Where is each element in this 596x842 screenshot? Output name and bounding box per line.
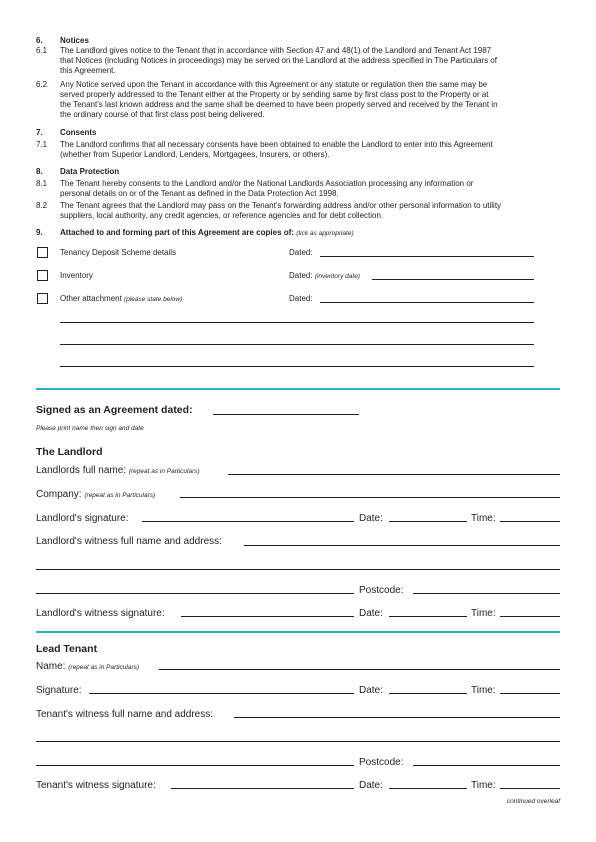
tenant-signature-label: Signature: [36, 685, 82, 696]
section-7-title: Consents [60, 128, 97, 137]
dated-label: Dated: (inventory date) [289, 271, 360, 280]
signed-agreement-title: Signed as an Agreement dated: [36, 404, 193, 416]
time-label: Time: [471, 608, 496, 619]
tenancy-deposit-checkbox[interactable] [37, 247, 48, 258]
clause-number: 6.1 [36, 46, 48, 55]
tenant-witness-postcode-field[interactable] [413, 765, 560, 766]
tenancy-deposit-date-field[interactable] [320, 256, 534, 257]
continued-overleaf: continued overleaf [506, 798, 560, 805]
dated-label: Dated: [289, 294, 313, 303]
time-label: Time: [471, 780, 496, 791]
other-attachment-date-field[interactable] [320, 302, 534, 303]
section-6-number: 6. [36, 36, 43, 45]
clause-7-1-text: The Landlord confirms that all necessary consents have been obtained to enable the Landlord to enter into this Agreement (whether from Superior Landlord, Lenders, Mortgagees, Insurers, or others). [60, 140, 493, 159]
landlord-witness-address-line-2[interactable] [36, 593, 354, 594]
date-label: Date: [359, 685, 383, 696]
clause-8-2-text: The Tenant agrees that the Landlord may pass on the Tenant's forwarding address and/or other personal information to utility suppliers, local authority, any credit agencies, or reference agencies and for debt collection. [60, 201, 502, 220]
other-attachment-line-1[interactable] [60, 322, 534, 323]
tenant-witness-address-line-2[interactable] [36, 765, 354, 766]
clause-8-1-text: The Tenant hereby consents to the Landlord and/or the National Landlords Association processing any information or personal details on or of the Tenant as defined in the Data Protection Act 1998. [60, 179, 474, 198]
tenant-name-label: Name: (repeat as in Particulars) [36, 661, 140, 672]
landlord-witness-name-label: Landlord's witness full name and address: [36, 536, 222, 547]
other-attachment-label: Other attachment (please state below) [60, 294, 183, 303]
section-8-number: 8. [36, 167, 43, 176]
clause-number: 8.2 [36, 201, 48, 210]
clause-number: 8.1 [36, 179, 48, 188]
dated-label: Dated: [289, 248, 313, 257]
tenant-witness-signature-field[interactable] [171, 788, 354, 789]
tenant-witness-time-field[interactable] [500, 788, 560, 789]
section-6-title: Notices [60, 36, 89, 45]
section-7-number: 7. [36, 128, 43, 137]
tenant-witness-name-label: Tenant's witness full name and address: [36, 709, 214, 720]
landlord-date-field[interactable] [389, 521, 467, 522]
postcode-label: Postcode: [359, 757, 404, 768]
company-field[interactable] [180, 497, 560, 498]
tenant-witness-address-line[interactable] [36, 741, 560, 742]
company-label: Company: (repeat as in Particulars) [36, 489, 156, 500]
date-label: Date: [359, 780, 383, 791]
agreement-date-field[interactable] [213, 414, 359, 415]
postcode-label: Postcode: [359, 585, 404, 596]
landlord-witness-date-field[interactable] [389, 616, 467, 617]
time-label: Time: [471, 685, 496, 696]
other-attachment-checkbox[interactable] [37, 293, 48, 304]
landlord-heading: The Landlord [36, 446, 103, 458]
landlord-witness-time-field[interactable] [500, 616, 560, 617]
inventory-date-field[interactable] [372, 279, 534, 280]
tenant-time-field[interactable] [500, 693, 560, 694]
time-label: Time: [471, 513, 496, 524]
print-instruction: Please print name then sign and date [36, 425, 144, 432]
tenant-date-field[interactable] [389, 693, 467, 694]
other-attachment-line-3[interactable] [60, 366, 534, 367]
tenant-witness-date-field[interactable] [389, 788, 467, 789]
date-label: Date: [359, 513, 383, 524]
lead-tenant-heading: Lead Tenant [36, 643, 98, 655]
section-8-title: Data Protection [60, 167, 120, 176]
tenant-witness-signature-label: Tenant's witness signature: [36, 780, 156, 791]
landlord-witness-signature-field[interactable] [181, 616, 354, 617]
landlord-witness-signature-label: Landlord's witness signature: [36, 608, 165, 619]
date-label: Date: [359, 608, 383, 619]
tenant-witness-name-field[interactable] [234, 717, 560, 718]
accent-divider [36, 388, 560, 390]
other-attachment-line-2[interactable] [60, 344, 534, 345]
landlord-signature-field[interactable] [142, 521, 354, 522]
clause-6-2-text: Any Notice served upon the Tenant in accordance with this Agreement or any statute or regulation then the same may be served properly addressed to the Tenant either at the Property or by sending same by first class post to the Property or at the Tenant's last known address and the same shall be deemed to have been properly served and received by the Tenant in the ordinary course of that first class post being delivered. [60, 80, 498, 119]
clause-number: 6.2 [36, 80, 48, 89]
tenant-name-field[interactable] [159, 669, 560, 670]
landlord-witness-address-line[interactable] [36, 569, 560, 570]
landlord-time-field[interactable] [500, 521, 560, 522]
tenancy-deposit-label: Tenancy Deposit Scheme details [60, 248, 177, 257]
section-9-number: 9. [36, 228, 43, 237]
landlord-full-name-field[interactable] [228, 474, 560, 475]
landlord-signature-label: Landlord's signature: [36, 513, 129, 524]
inventory-checkbox[interactable] [37, 270, 48, 281]
landlord-witness-name-field[interactable] [244, 545, 560, 546]
accent-divider [36, 631, 560, 633]
clause-6-1-text: The Landlord gives notice to the Tenant that in accordance with Section 47 and 48(1) of the Landlord and Tenant Act 1987 that Notices (including Notices in proceedings) may be served on the Landlord at the address specified in The Particulars of this Agreement. [60, 46, 497, 75]
tenant-signature-field[interactable] [89, 693, 354, 694]
section-9-title: Attached to and forming part of this Agreement are copies of: (tick as appropriate) [60, 228, 354, 237]
inventory-label: Inventory [60, 271, 93, 280]
clause-number: 7.1 [36, 140, 48, 149]
landlord-full-name-label: Landlords full name: (repeat as in Particulars) [36, 465, 200, 476]
landlord-witness-postcode-field[interactable] [413, 593, 560, 594]
